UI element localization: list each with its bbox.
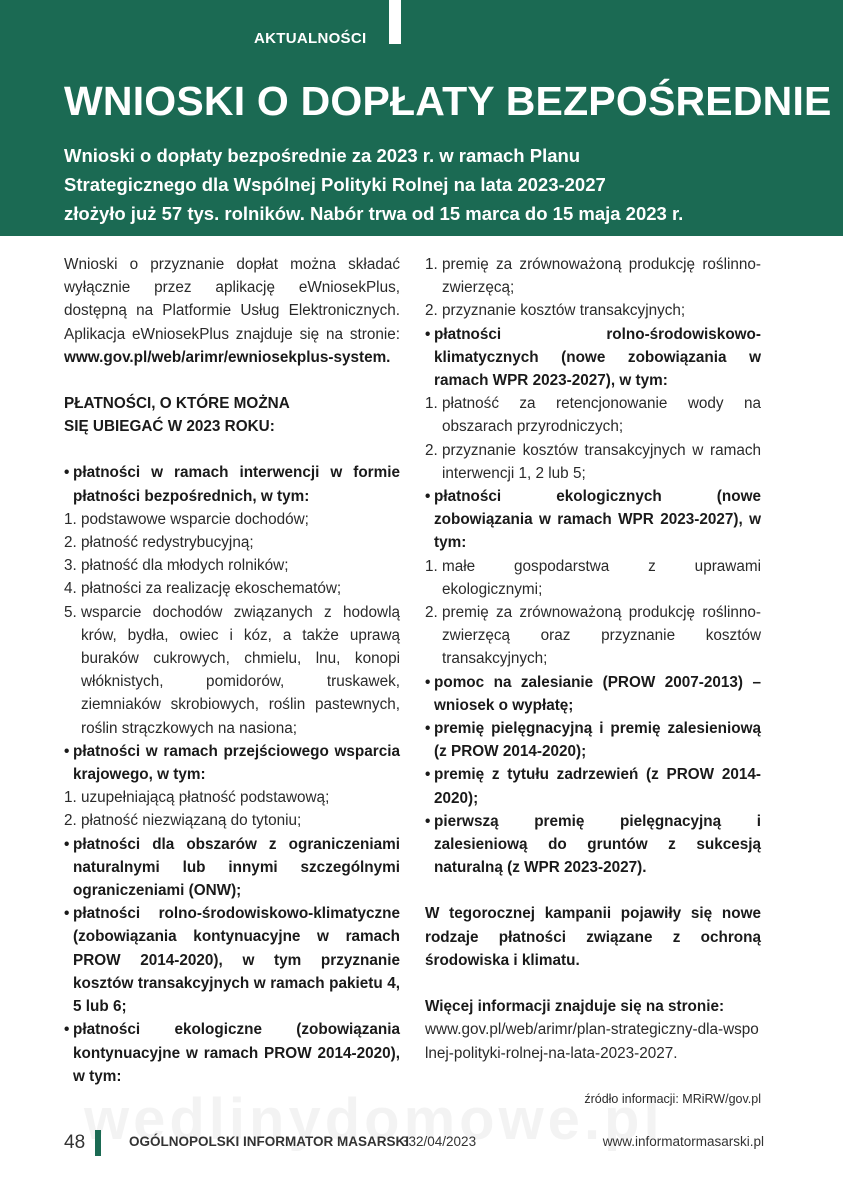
payments-heading [64,392,400,438]
list-item: • płatności rolno-środowiskowo-klimatyczne (zobowiązania kontynuacyjne w ramach PROW 2014-2020), w tym przyznanie kosztów transakcyjnych w ramach pakietu 4, 5 lub 6; [64,902,400,1018]
payments-list [64,833,400,1088]
issue-number: 332/04/2023 [401,1134,477,1149]
list-item: • płatności ekologiczne (zobowiązania kontynuacyjne w ramach PROW 2014-2020), w tym: [64,1018,400,1088]
section-marker-bar [389,0,401,44]
list-item: • płatności dla obszarów z ograniczeniami naturalnymi lub innymi szczególnymi ograniczeniami (ONW); [64,833,400,903]
list-item: • płatności w ramach interwencji w formie płatności bezpośrednich, w tym: [64,461,400,507]
footer-accent-bar [95,1130,101,1156]
list-item: 1. premię za zrównoważoną produkcję roślinno-zwierzęcą; [425,256,761,297]
numbered-list [425,253,761,323]
magazine-name: OGÓLNOPOLSKI INFORMATOR MASARSKI [129,1134,409,1149]
source-note: źródło informacji: MRiRW/gov.pl [584,1091,761,1106]
list-item: • pomoc na zalesianie (PROW 2007-2013) – wniosek o wypłatę; [425,671,761,717]
campaign-note: W tegorocznej kampanii pojawiły się nowe rodzaje płatności związane z ochroną środowiska i klimatu. [425,905,761,969]
numbered-list [64,508,400,740]
list-item: • premię z tytułu zadrzewień (z PROW 2014-2020); [425,763,761,809]
numbered-list [425,555,761,671]
right-column [425,253,761,1111]
list-item: • płatności ekologicznych (nowe zobowiązania w ramach WPR 2023-2027), w tym: [425,485,761,555]
list-item: 3. płatność dla młodych rolników; [64,557,289,575]
list-item: 2. przyznanie kosztów transakcyjnych w ramach interwencji 1, 2 lub 5; [425,441,761,482]
more-info-link[interactable]: www.gov.pl/web/arimr/plan-strategiczny-dla-wspolnej-polityki-rolnej-na-lata-2023-2027. [425,1021,759,1062]
numbered-list [64,786,400,832]
left-column [64,253,400,1088]
list-item: 1. małe gospodarstwa z uprawami ekologicznymi; [425,557,761,598]
section-label: AKTUALNOŚCI [254,30,367,47]
list-item: 2. przyznanie kosztów transakcyjnych; [425,302,686,320]
heading-line: SIĘ UBIEGAĆ W 2023 ROKU: [64,418,275,436]
list-item: • płatności w ramach przejściowego wsparcia krajowego, w tym: [64,740,400,786]
list-item: • płatności rolno-środowiskowo-klimatycznych (nowe zobowiązania w ramach WPR 2023-2027), w tym: [425,323,761,393]
list-item: 2. premię za zrównoważoną produkcję roślinno-zwierzęcą oraz przyznanie kosztów transakcyjnych; [425,604,761,668]
list-item: 1. podstawowe wsparcie dochodów; [64,510,309,528]
list-item: 5. wsparcie dochodów związanych z hodowlą krów, bydła, owiec i kóz, a także uprawą buraków cukrowych, chmielu, lnu, konopi włóknistych, pomidorów, truskawek, ziemniaków skrobiowych, roślin pastewnych, roślin strączkowych na nasiona; [64,603,400,737]
list-item: 4. płatności za realizację ekoschematów; [64,580,342,598]
article-lead [64,141,804,228]
page-footer [64,1130,764,1154]
ewniosekplus-link[interactable]: www.gov.pl/web/arimr/ewniosekplus-system. [64,348,391,366]
more-info-label: Więcej informacji znajduje się na stronie: [425,998,725,1016]
lead-line: Strategicznego dla Wspólnej Polityki Rolnej na lata 2023-2027 [64,174,606,195]
payments-list [64,461,400,507]
payments-list [64,740,400,786]
page-number: 48 [64,1132,86,1153]
lead-line: Wnioski o dopłaty bezpośrednie za 2023 r. w ramach Planu [64,145,581,166]
payments-list [425,323,761,393]
numbered-list [425,392,761,485]
website-link[interactable]: www.informatormasarski.pl [602,1134,764,1149]
payments-list [425,671,761,880]
intro-text: Wnioski o przyznanie dopłat można składać wyłącznie przez aplikację eWniosekPlus, dostępną na Platformie Usług Elektronicznych. Aplikacja eWniosekPlus znajduje się na stronie: [64,256,400,343]
intro-paragraph [64,253,400,369]
list-item: • pierwszą premię pielęgnacyjną i zalesieniową do gruntów z sukcesją naturalną (z WPR 2023-2027). [425,810,761,880]
lead-line: złożyło już 57 tys. rolników. Nabór trwa od 15 marca do 15 maja 2023 r. [64,203,684,224]
list-item: 1. płatność za retencjonowanie wody na obszarach przyrodniczych; [425,395,761,436]
heading-line: PŁATNOŚCI, O KTÓRE MOŻNA [64,395,290,413]
list-item: 1. uzupełniającą płatność podstawową; [64,789,330,807]
list-item: 2. płatność redystrybucyjną; [64,534,254,552]
article-header [0,0,843,236]
article-title: WNIOSKI O DOPŁATY BEZPOŚREDNIE [64,78,832,124]
list-item: 2. płatność niezwiązaną do tytoniu; [64,812,302,830]
payments-list [425,485,761,555]
list-item: • premię pielęgnacyjną i premię zalesieniową (z PROW 2014-2020); [425,717,761,763]
